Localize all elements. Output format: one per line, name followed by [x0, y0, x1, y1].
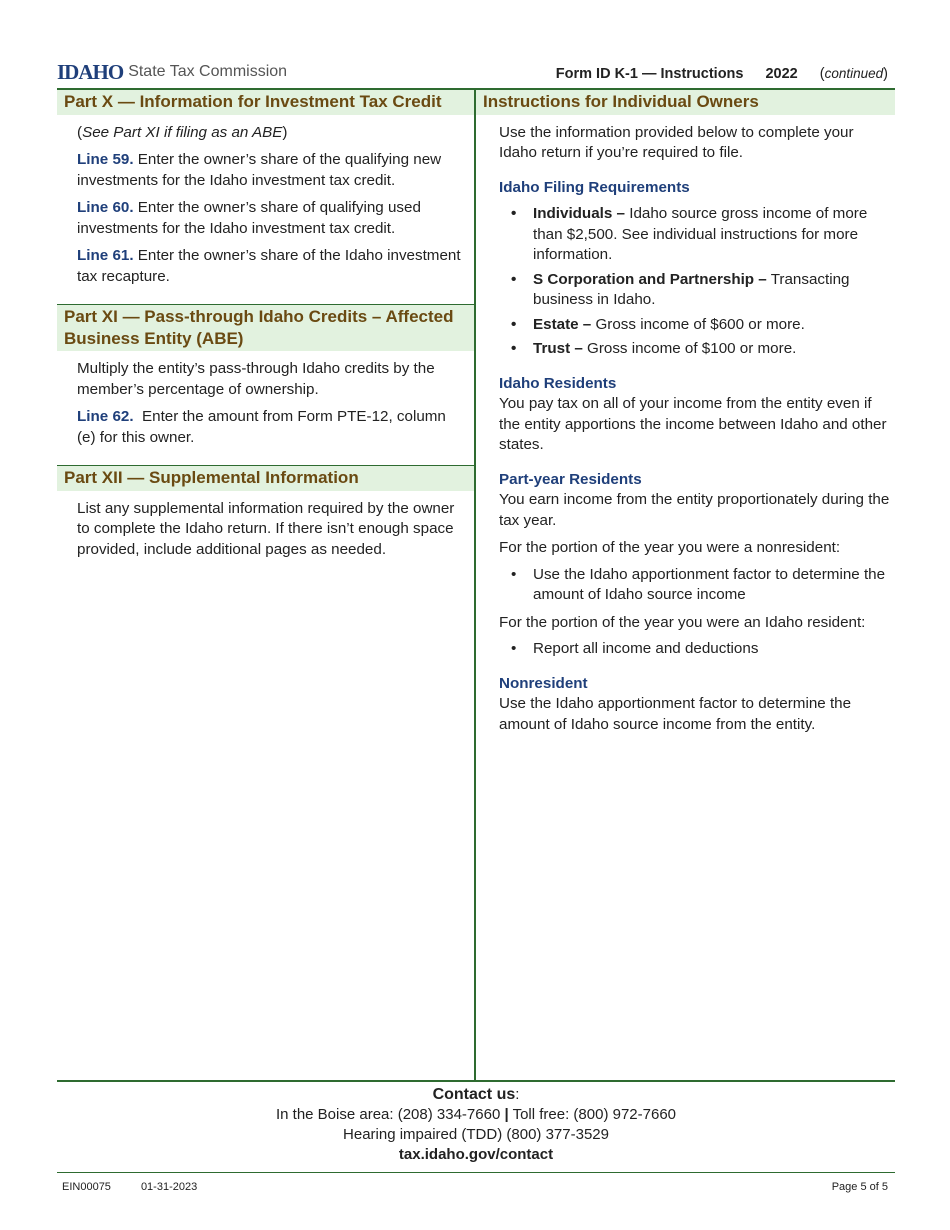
line-61: Line 61. Enter the owner’s share of the Idaho investment tax recapture. — [77, 247, 461, 285]
idaho-residents-heading: Idaho Residents — [499, 374, 617, 392]
line-60: Line 60. Enter the owner’s share of qualifying used investments for the Idaho investment tax credit. — [77, 199, 421, 237]
filing-requirements-list — [499, 204, 895, 360]
footer-rule — [57, 1172, 895, 1173]
part-year-nonresident-lead: For the portion of the year you were a nonresident: — [499, 539, 841, 556]
individual-owners-heading: Instructions for Individual Owners — [476, 90, 895, 115]
right-column — [476, 90, 895, 735]
form-year: 2022 — [765, 66, 798, 82]
part-xii-text: List any supplemental information required by the owner to complete the Idaho return. If there isn’t enough space provided, include additional pages as needed. — [77, 499, 455, 558]
filing-requirements-heading: Idaho Filing Requirements — [499, 178, 690, 196]
part-xi-heading: Part XI — Pass-through Idaho Credits – Affected Business Entity (ABE) — [57, 305, 474, 351]
contact-block — [57, 1085, 895, 1165]
part-x-note: (See Part XI if filing as an ABE) — [77, 123, 288, 141]
list-item: • Trust – Gross income of $100 or more. — [499, 339, 895, 360]
part-year-residents-heading: Part-year Residents — [499, 470, 642, 488]
idaho-residents-text: You pay tax on all of your income from the entity even if the entity apportions the income between Idaho and other states. — [499, 395, 887, 453]
line-59: Line 59. Enter the owner’s share of the qualifying new investments for the Idaho investment tax credit. — [77, 151, 442, 189]
revision-date: 01-31-2023 — [140, 1181, 198, 1193]
part-year-resident-lead: For the portion of the year you were an Idaho resident: — [499, 613, 866, 631]
part-x-heading: Part X — Information for Investment Tax Credit — [57, 90, 474, 115]
bottom-rule — [57, 1080, 895, 1082]
nonresident-text: Use the Idaho apportionment factor to determine the amount of Idaho source income from the entity. — [499, 695, 852, 733]
list-item: • Use the Idaho apportionment factor to determine the amount of Idaho source income — [499, 565, 895, 606]
list-item: • Individuals – Idaho source gross income of more than $2,500. See individual instructions for more information. — [499, 204, 895, 266]
line-62: Line 62. Enter the amount from Form PTE-12, column (e) for this owner. — [77, 408, 451, 446]
form-title: Form ID K-1 — Instructions — [555, 66, 744, 82]
contact-link[interactable]: tax.idaho.gov/contact — [398, 1146, 554, 1163]
footer-codes — [62, 1177, 197, 1198]
contact-heading: Contact us: — [432, 1086, 520, 1103]
list-item: • S Corporation and Partnership – Transacting business in Idaho. — [499, 270, 895, 311]
part-year-text: You earn income from the entity proportionately during the tax year. — [499, 491, 890, 529]
page-number: Page 5 of 5 — [831, 1181, 888, 1193]
part-xi-intro: Multiply the entity’s pass-through Idaho credits by the member’s percentage of ownership. — [77, 360, 435, 398]
individual-owners-intro: Use the information provided below to complete your Idaho return if you’re required to file. — [499, 123, 854, 161]
agency-logo — [57, 62, 287, 83]
part-year-nonresident-list — [499, 565, 895, 606]
contact-phones: In the Boise area: (208) 334-7660 | Toll free: (800) 972-7660 — [275, 1106, 677, 1123]
left-column — [57, 90, 474, 560]
part-year-resident-list — [499, 639, 895, 660]
part-xii-heading: Part XII — Supplemental Information — [57, 466, 474, 491]
list-item: • Estate – Gross income of $600 or more. — [499, 315, 895, 336]
contact-tdd: Hearing impaired (TDD) (800) 377-3529 — [343, 1126, 609, 1143]
logo-wordmark: IDAHO — [57, 60, 124, 84]
form-header — [556, 64, 888, 85]
list-item: • Report all income and deductions — [499, 639, 895, 660]
form-code: EIN00075 — [62, 1181, 111, 1193]
continued-note: (continued) — [819, 66, 888, 82]
nonresident-heading: Nonresident — [499, 674, 588, 692]
agency-name: State Tax Commission — [128, 63, 288, 80]
